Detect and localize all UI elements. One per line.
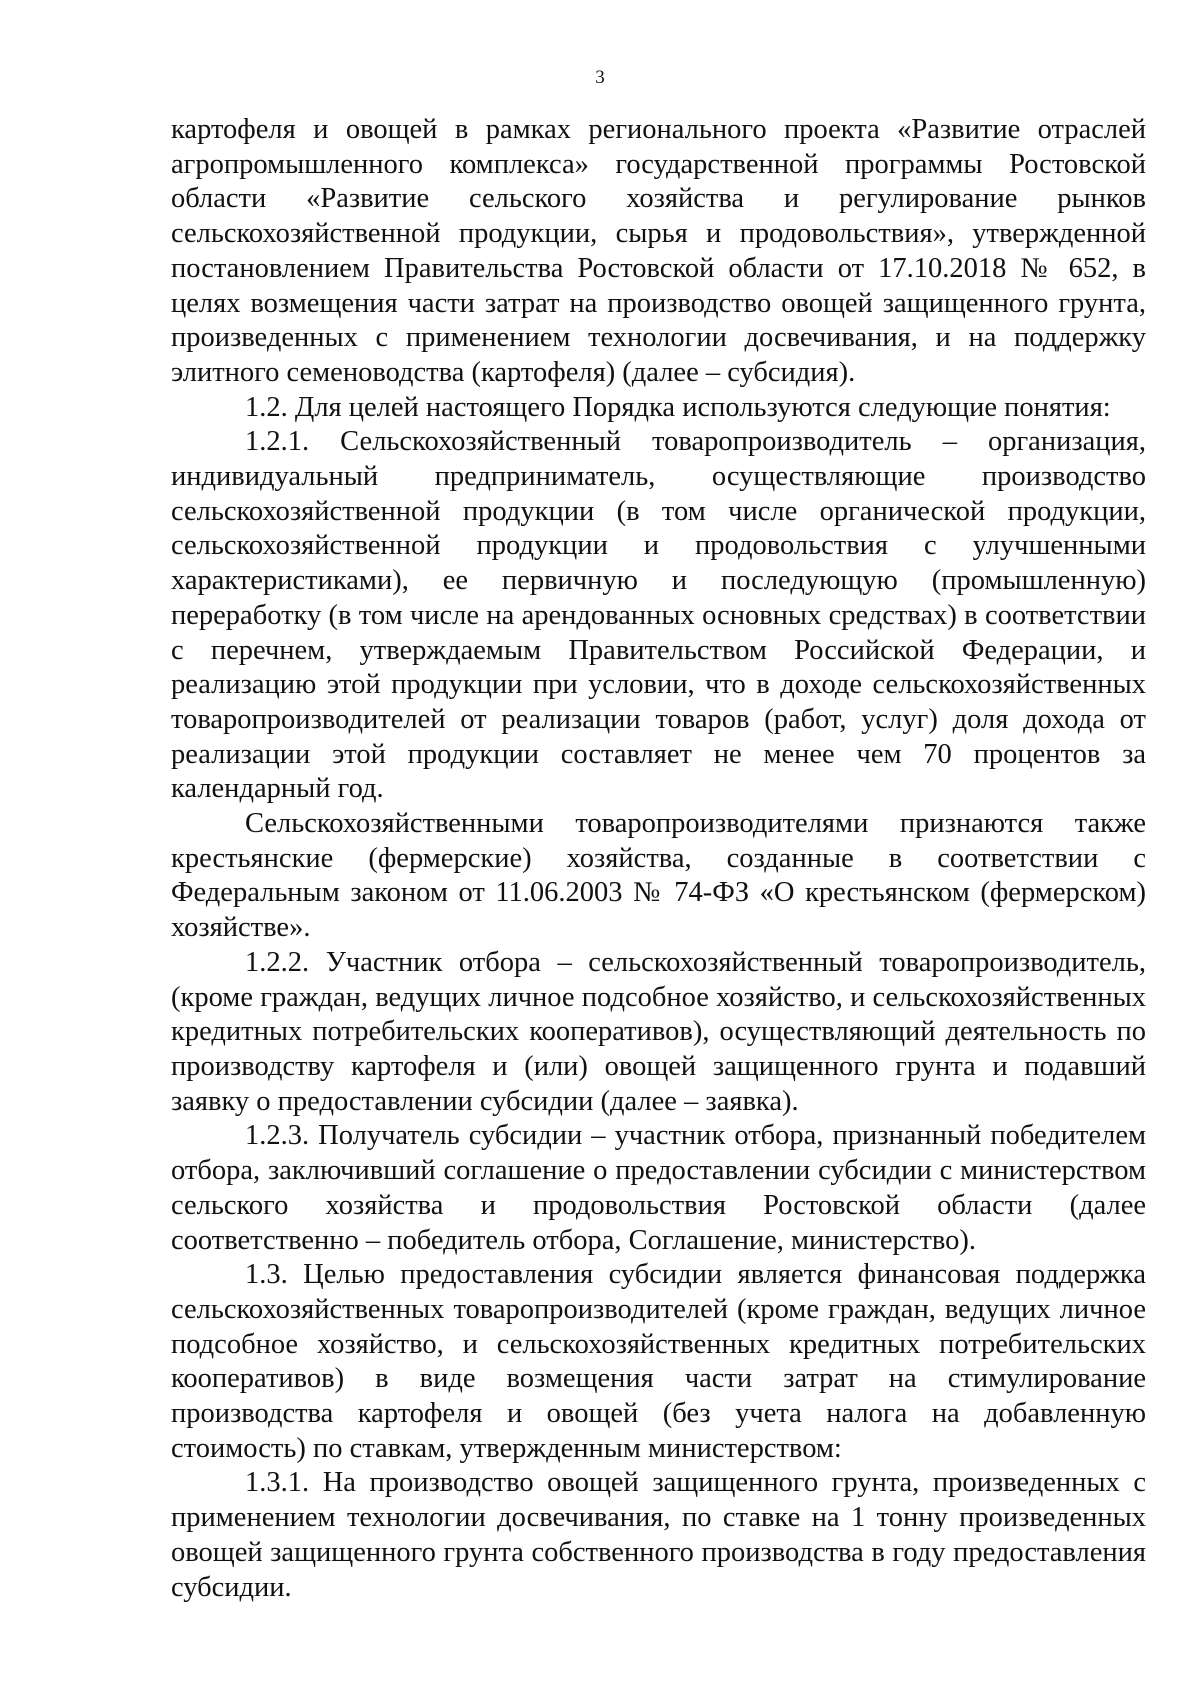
paragraph-1-2-2: 1.2.2. Участник отбора – сельскохозяйственный товаропроизводитель, (кроме граждан, ведущих личное подсобное хозяйство, и сельскохозяйственных кредитных потребительских кооперативов), осуществляющий деятельность по производству картофеля и (или) овощей защищенного грунта и подавший заявку о предоставлении субсидии (далее – заявка). [171,946,1146,1117]
paragraph-1-3-1: 1.3.1. На производство овощей защищенного грунта, произведенных с применением технологии досвечивания, по ставке на 1 тонну произведенных овощей защищенного грунта собственного производства в году предоставления субсидии. [171,1467,1146,1603]
paragraph-intro-continuation: картофеля и овощей в рамках регионального проекта «Развитие отраслей агропромышленного комплекса» государственной программы Ростовской области «Развитие сельского хозяйства и регулирование рынков сельскохозяйственной продукции, сырья и продовольствия», утвержденной постановлением Правительства Ростовской области от 17.10.2018 № 652, в целях возмещения части затрат на производство овощей защищенного грунта, произведенных с применением технологии досвечивания, и на поддержку элитного семеноводства (картофеля) (далее – субсидия). [171,114,1146,388]
document-body [171,113,1146,1605]
paragraph-1-3: 1.3. Целью предоставления субсидии является финансовая поддержка сельскохозяйственных товаропроизводителей (кроме граждан, ведущих личное подсобное хозяйство, и сельскохозяйственных кредитных потребительских кооперативов) в виде возмещения части затрат на стимулирование производства картофеля и овощей (без учета налога на добавленную стоимость) по ставкам, утвержденным министерством: [171,1259,1146,1464]
paragraph-1-2: 1.2. Для целей настоящего Порядка используются следующие понятия: [245,391,1111,423]
page-number: 3 [595,67,605,88]
paragraph-farmers: Сельскохозяйственными товаропроизводителями признаются также крестьянские (фермерские) хозяйства, созданные в соответствии с Федеральным законом от 11.06.2003 № 74-ФЗ «О крестьянском (фермерском) хозяйстве». [171,808,1146,944]
paragraph-1-2-3: 1.2.3. Получатель субсидии – участник отбора, признанный победителем отбора, заключивший соглашение о предоставлении субсидии с министерством сельского хозяйства и продовольствия Ростовской области (далее соответственно – победитель отбора, Соглашение, министерство). [171,1120,1146,1256]
paragraph-1-2-1: 1.2.1. Сельскохозяйственный товаропроизводитель – организация, индивидуальный предприниматель, осуществляющие производство сельскохозяйственной продукции (в том числе органической продукции, сельскохозяйственной продукции и продовольствия с улучшенными характеристиками), ее первичную и последующую (промышленную) переработку (в том числе на арендованных основных средствах) в соответствии с перечнем, утверждаемым Правительством Российской Федерации, и реализацию этой продукции при условии, что в доходе сельскохозяйственных товаропроизводителей от реализации товаров (работ, услуг) доля дохода от реализации этой продукции составляет не менее чем 70 процентов за календарный год. [171,426,1146,805]
